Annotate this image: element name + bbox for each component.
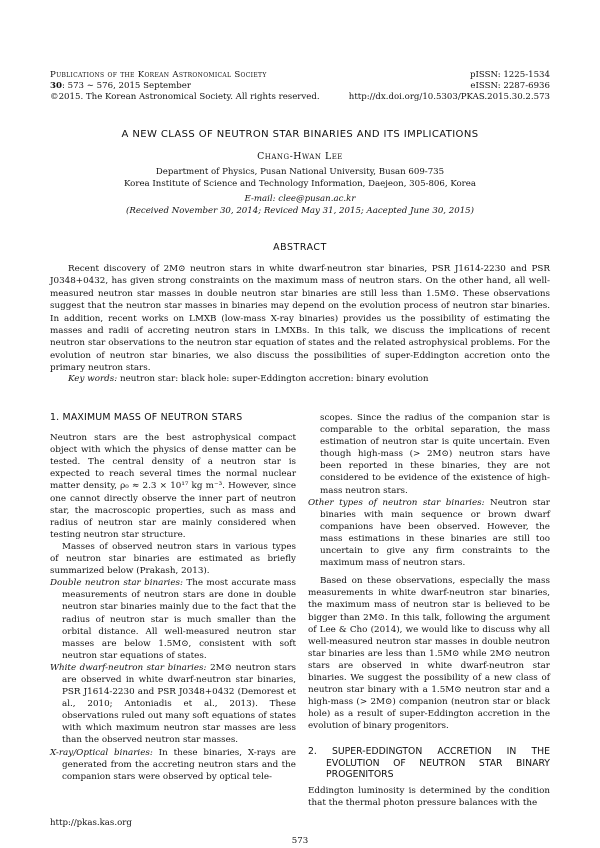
- footer-url[interactable]: http://pkas.kas.org: [50, 818, 132, 828]
- journal-name: Publications of the Korean Astronomical Society: [50, 70, 267, 80]
- pissn: pISSN: 1225-1534: [469, 70, 550, 80]
- list-item-xray-continued: scopes. Since the radius of the companion star is comparable to the orbital separation, the mass estimation of neutron star is quite uncertain. Even though high-mass (> 2M⊙) neutron stars have been reported in these binaries, they are not considered to be evidence of the existence of high-mass neutron stars.: [320, 413, 550, 496]
- list-item-label: White dwarf-neutron star binaries:: [50, 662, 207, 673]
- section-2-heading: 2. SUPER-EDDINGTON ACCRETION IN THE EVOLUTION OF NEUTRON STAR BINARY PROGENITORS: [308, 746, 550, 781]
- section-1-paragraph-2: Masses of observed neutron stars in various types of neutron star binaries are estimated as briefly summarized below (Prakash, 2013).: [50, 541, 296, 577]
- affiliation-2: Korea Institute of Science and Technology Information, Daejeon, 305-806, Korea: [123, 179, 477, 189]
- list-item-label: Other types of neutron star binaries:: [308, 497, 485, 508]
- issn-header: [290, 70, 550, 103]
- volume-number: 30: [50, 81, 62, 91]
- list-item-wd-ns: [50, 662, 296, 747]
- section-1-paragraph-3: Based on these observations, especially the mass measurements in white dwarf-neutron star binaries, the maximum mass of neutron star is believed to be bigger than 2M⊙. In this talk, following the argument of Lee & Cho (2014), we would like to discuss why all well-measured neutron star masses in double neutron star binaries are less than 1.5M⊙ while 2M⊙ neutron stars are observed in white dwarf-neutron star binaries. We suggest the possibility of a new class of neutron star binary with a 1.5M⊙ neutron star and a high-mass (> 2M⊙) companion (neutron star or black hole) as a result of super-Eddington accretion in the evolution of binary progenitors.: [308, 576, 550, 732]
- list-item-text: Neutron star binaries with main sequence or brown dwarf companions have been observed. However, the mass estimations in these binaries are still too uncertain to give any firm constraints to the maximum mass of neutron stars.: [320, 497, 550, 569]
- author-email[interactable]: E-mail: clee@pusan.ac.kr: [244, 194, 356, 204]
- section-1-heading: 1. MAXIMUM MASS OF NEUTRON STARS: [50, 412, 243, 423]
- list-item-label: Double neutron star binaries:: [50, 578, 183, 589]
- keywords-list: neutron star: black hole: super-Eddington accretion: binary evolution: [119, 374, 429, 384]
- list-item-other: [308, 497, 550, 570]
- keywords: [68, 373, 550, 385]
- list-item-text: 2M⊙ neutron stars are observed in white dwarf-neutron star binaries, PSR J1614-2230 and PSR J0348+0432 (Demorest et al., 2010; Antoniadis et al., 2013). These observations ruled out many soft equations of states with which maximum neutron star masses are less than the observed neutron star masses.: [62, 662, 296, 746]
- abstract-text: Recent discovery of 2M⊙ neutron stars in white dwarf-neutron star binaries, PSR J1614-2230 and PSR J0348+0432, has given strong constraints on the maximum mass of neutron stars. On the other hand, all well-measured neutron star masses in double neutron star binaries are still less than 1.5M⊙. These observations suggest that the neutron star masses in binaries may depend on the evolution process of neutron star binaries. In addition, recent works on LMXB (low-mass X-ray binaries) provides us the possibility of estimating the masses and radii of accreting neutron stars in LMXBs. In this talk, we discuss the implications of recent neutron star observations to the neutron star equation of states and the related astrophysical problems. For the evolution of neutron star binaries, we also discuss the possibilities of super-Eddington accretion onto the primary neutron stars.: [50, 264, 550, 374]
- right-column: [308, 412, 550, 809]
- author-name: Chang-Hwan Lee: [257, 151, 343, 162]
- paper-title: A NEW CLASS OF NEUTRON STAR BINARIES AND ITS IMPLICATIONS: [121, 129, 479, 140]
- list-item-xray: [50, 747, 296, 783]
- eissn: eISSN: 2287-6936: [470, 81, 550, 91]
- section-2-paragraph-1: Eddington luminosity is determined by the condition that the thermal photon pressure balances with the: [308, 785, 550, 809]
- pages-date: : 573 ∼ 576, 2015 September: [61, 81, 191, 91]
- list-item-text: In these binaries, X-rays are generated from the accreting neutron stars and the companion stars were observed by optical tele-: [62, 747, 296, 782]
- left-column: [50, 412, 296, 783]
- affiliations: [0, 166, 600, 190]
- list-item-label: X-ray/Optical binaries:: [50, 747, 153, 758]
- copyright: ©2015. The Korean Astronomical Society. All rights reserved.: [50, 92, 320, 102]
- list-item-text: The most accurate mass measurements of neutron stars are done in double neutron star binaries mainly due to the fact that the radius of neutron star is much smaller than the orbital distance. All well-measured neutron star masses are below 1.5M⊙, consistent with soft neutron star equations of states.: [62, 578, 297, 661]
- page-number: 573: [291, 836, 309, 846]
- section-1-paragraph-1: Neutron stars are the best astrophysical compact object with which the physics of dense matter can be tested. The central density of a neutron star is expected to reach several times the normal nuclear matter density, ρ₀ ≈ 2.3 × 10¹⁷ kg m⁻³. However, since one cannot directly observe the inner part of neutron star, the macroscopic properties, such as mass and radius of neutron star are mainly considered when testing neutron star structure.: [50, 433, 296, 540]
- list-item-double-ns: [50, 577, 296, 662]
- doi-link[interactable]: http://dx.doi.org/10.5303/PKAS.2015.30.2.573: [348, 92, 550, 102]
- keywords-label: Key words:: [68, 374, 118, 384]
- abstract-heading: ABSTRACT: [273, 242, 327, 253]
- affiliation-1: Department of Physics, Pusan National University, Busan 609-735: [155, 167, 445, 177]
- received-dates: (Received November 30, 2014; Reviced May 31, 2015; Aacepted June 30, 2015): [126, 206, 474, 216]
